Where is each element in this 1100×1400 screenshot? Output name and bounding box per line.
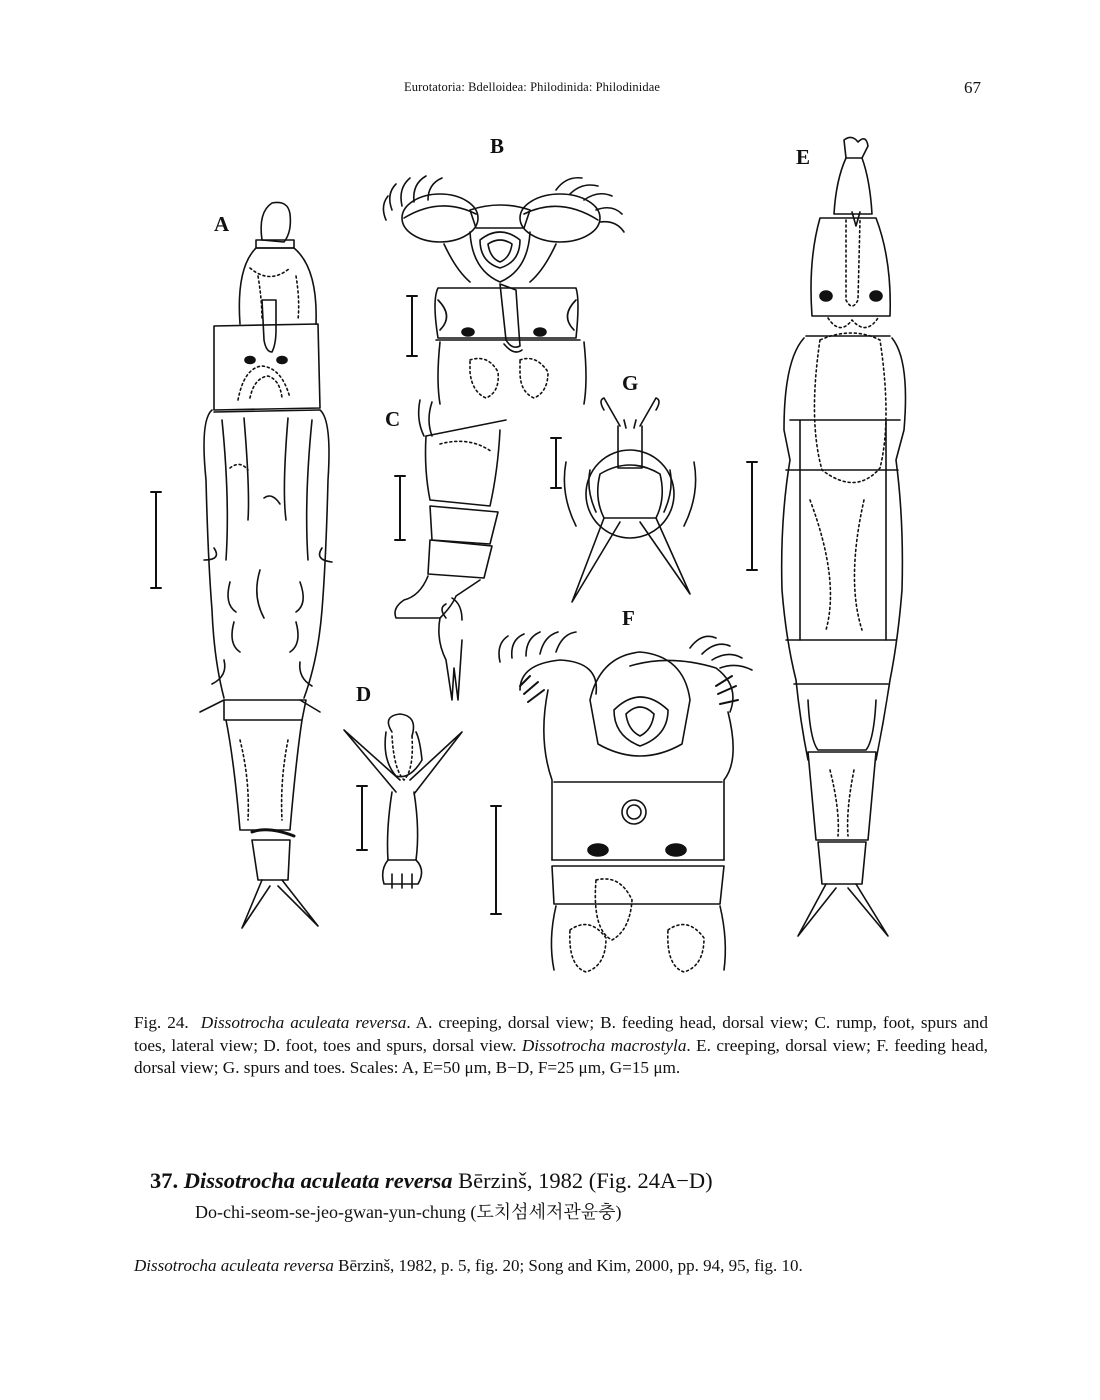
scale-bar-b — [407, 296, 417, 356]
panel-e-drawing — [782, 137, 906, 936]
panel-g-drawing — [564, 398, 695, 602]
panel-a-drawing — [200, 202, 332, 928]
reference-name: Dissotrocha aculeata reversa — [134, 1256, 334, 1275]
scale-bar-e — [747, 462, 757, 570]
species-authority: Bērzinš, 1982 (Fig. 24A−D) — [452, 1168, 713, 1193]
species-scientific-name: Dissotrocha aculeata reversa — [183, 1168, 453, 1193]
panel-label-g: G — [622, 371, 639, 395]
panel-label-a: A — [214, 212, 230, 236]
page-number: 67 — [964, 78, 981, 97]
scale-bar-g — [551, 438, 561, 488]
synonymy-reference — [134, 1256, 803, 1276]
species-heading — [150, 1168, 713, 1194]
scale-bar-a — [151, 492, 161, 588]
species-number: 37. — [150, 1168, 179, 1193]
caption-species-2: Dissotrocha macrostyla — [521, 1035, 687, 1055]
species-korean-name: Do-chi-seom-se-jeo-gwan-yun-chung (도치섬세저관윤충) — [195, 1202, 622, 1222]
caption-text-1: . A. creeping, dorsal view; B. feeding head, dorsal view; C. rump, foot, spurs and toes, lateral view; D. foot, toes and spurs, dorsal view. — [134, 1013, 988, 1055]
panel-label-f: F — [622, 606, 635, 630]
scale-bar-d — [357, 786, 367, 850]
caption-species-1: Dissotrocha aculeata reversa — [200, 1013, 407, 1032]
panel-f-drawing — [499, 632, 752, 972]
panel-label-e: E — [796, 145, 811, 169]
panel-label-b: B — [490, 134, 505, 158]
reference-citation: Bērzinš, 1982, p. 5, fig. 20; Song and Kim, 2000, pp. 94, 95, fig. 10. — [333, 1256, 803, 1275]
panel-c-drawing — [395, 400, 506, 700]
scale-bar-f — [491, 806, 501, 914]
caption-text-2: . E. creeping, dorsal view; F. feeding head, dorsal view; G. spurs and toes. Scales: A, E=50 μm, B−D, F=25 μm, G=15 μm. — [134, 1035, 988, 1077]
panel-b-drawing — [383, 176, 624, 404]
caption-fig-label: Fig. 24. — [134, 1013, 189, 1032]
scale-bar-c — [395, 476, 405, 540]
figure-caption — [134, 1012, 988, 1080]
panel-label-d: D — [356, 682, 372, 706]
running-head-title: Eurotatoria: Bdelloidea: Philodinida: Philodinidae — [404, 80, 661, 94]
scale-bars — [151, 296, 757, 914]
panel-label-c: C — [385, 407, 401, 431]
